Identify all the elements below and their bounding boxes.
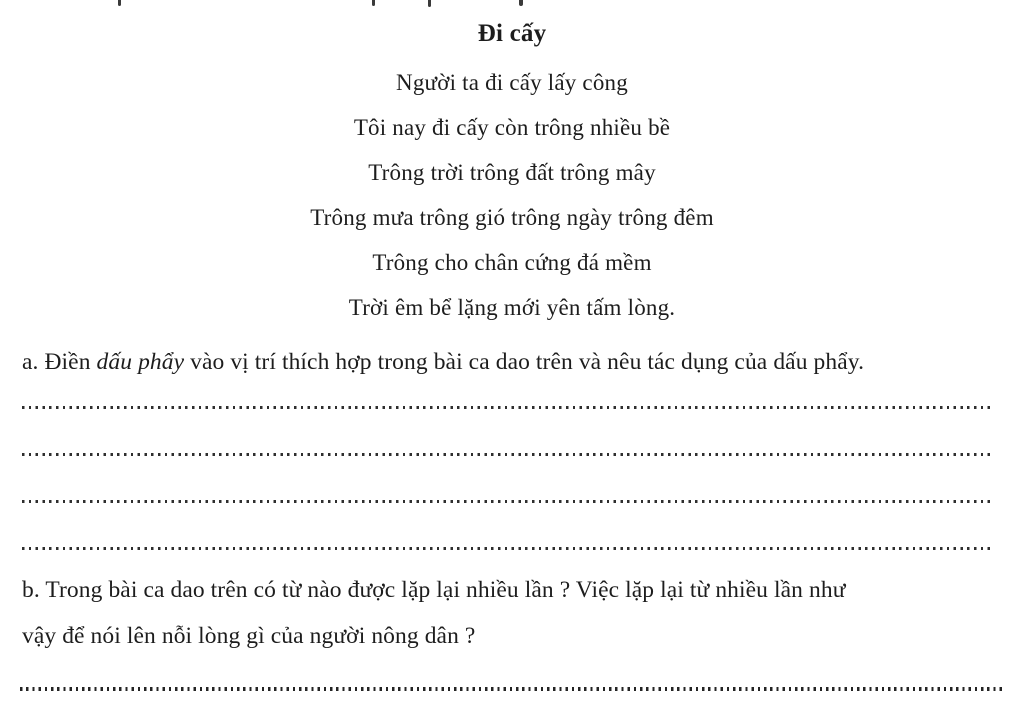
poem-line: Trông mưa trông gió trông ngày trông đêm — [310, 205, 714, 230]
question-a-italic-term: dấu phẩy — [96, 349, 185, 375]
glyph-descender-mark — [118, 0, 121, 6]
glyph-descender-mark — [519, 0, 523, 6]
poem-title: Đi cấy — [477, 20, 547, 47]
answer-dotted-line — [20, 687, 1005, 691]
poem-line: Trời êm bể lặng mới yên tấm lòng. — [348, 295, 676, 320]
answer-dotted-line — [22, 547, 990, 550]
poem-line: Trông cho chân cứng đá mềm — [372, 250, 652, 275]
question-a-text-start: a. Điền — [22, 349, 97, 375]
poem-line: Tôi nay đi cấy còn trông nhiều bề — [353, 115, 671, 140]
poem-line: Người ta đi cấy lấy công — [396, 70, 628, 95]
cutoff-previous-line — [0, 0, 1024, 10]
answer-area-question-a — [0, 406, 1024, 550]
question-b — [22, 567, 1000, 659]
answer-dotted-line — [22, 453, 990, 456]
answer-dotted-line — [22, 406, 990, 409]
glyph-descender-mark — [428, 0, 431, 7]
glyph-descender-mark — [372, 0, 375, 6]
answer-dotted-line — [22, 500, 990, 503]
poem-line: Trông trời trông đất trông mây — [368, 160, 656, 185]
poem — [0, 60, 1024, 330]
question-b-line: b. Trong bài ca dao trên có từ nào được lặp lại nhiều lần ? Việc lặp lại từ nhiều lần như — [22, 577, 846, 603]
answer-area-question-b — [0, 687, 1024, 691]
question-a-text-end: vào vị trí thích hợp trong bài ca dao trên và nêu tác dụng của dấu phẩy. — [184, 349, 865, 375]
question-b-line: vậy để nói lên nỗi lòng gì của người nông dân ? — [22, 623, 476, 649]
question-a — [22, 338, 1000, 386]
